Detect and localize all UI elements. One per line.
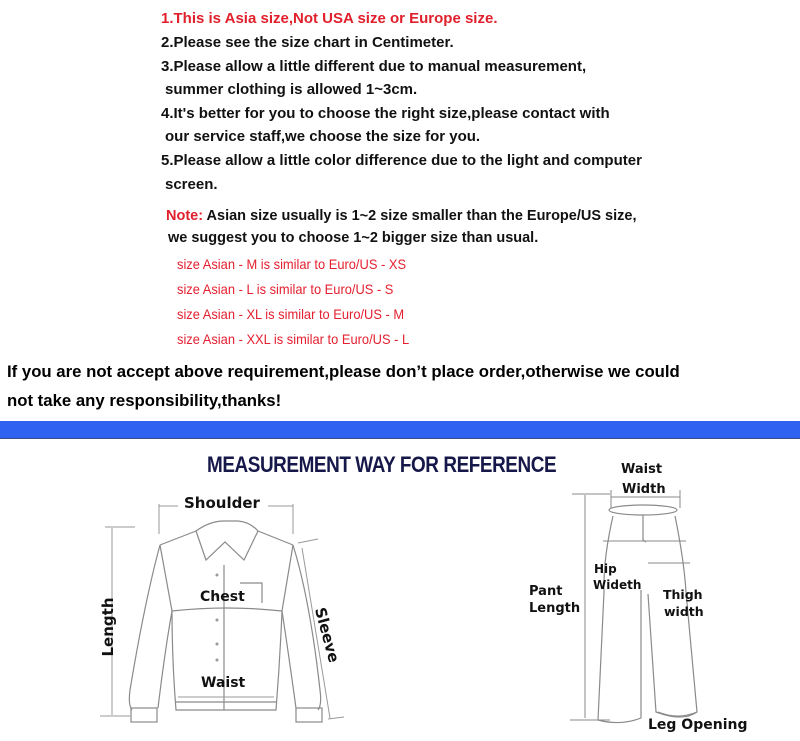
size-map-xl: size Asian - XL is similar to Euro/US - M xyxy=(177,306,405,322)
label-hip-1: Hip xyxy=(594,562,617,576)
note-line-1: 1.This is Asia size,Not USA size or Europe size. xyxy=(161,10,498,27)
shirt-right-cuff xyxy=(296,708,322,722)
label-waist-width-1: Waist xyxy=(621,462,663,477)
shirt-left-sleeve-outer xyxy=(129,545,160,710)
shirt-right-shoulder xyxy=(258,531,293,545)
pants-waistband xyxy=(609,505,677,515)
shirt-buttons xyxy=(216,574,219,662)
pants-left-leg xyxy=(598,516,641,723)
shirt-left-cuff xyxy=(131,708,157,722)
shirt-collar-back xyxy=(196,521,258,531)
size-note xyxy=(166,208,637,224)
warning-line-2: not take any responsibility,thanks! xyxy=(7,391,282,410)
label-thigh-2: width xyxy=(664,604,704,619)
shirt-left-shoulder xyxy=(160,531,196,545)
label-thigh-1: Thigh xyxy=(663,587,703,602)
note-line-5b: screen. xyxy=(165,176,218,193)
pants-fly xyxy=(643,515,646,542)
size-note-line2: we suggest you to choose 1~2 bigger size than usual. xyxy=(168,230,539,246)
divider-band xyxy=(0,421,800,439)
size-map-xxl: size Asian - XXL is similar to Euro/US - L xyxy=(177,331,410,347)
label-pant-length-2: Length xyxy=(529,601,581,616)
diagram-title: MEASUREMENT WAY FOR REFERENCE xyxy=(207,452,557,477)
label-waist: Waist xyxy=(201,675,246,691)
size-map-m: size Asian - M is similar to Euro/US - XS xyxy=(177,256,407,272)
label-waist-width-2: Width xyxy=(622,482,666,497)
label-chest: Chest xyxy=(200,589,245,605)
shirt-collar xyxy=(196,531,258,560)
note-line-4: 4.It's better for you to choose the right size,please contact with xyxy=(161,105,610,122)
label-leg-opening: Leg Opening xyxy=(648,717,748,733)
warning-line-1: If you are not accept above requirement,please don’t place order,otherwise we could xyxy=(7,362,680,381)
note-line-3b: summer clothing is allowed 1~3cm. xyxy=(165,81,418,98)
shirt-left-sleeve-inner xyxy=(158,611,172,708)
note-line-4b: our service staff,we choose the size for you. xyxy=(165,128,481,145)
note-line-2: 2.Please see the size chart in Centimeter. xyxy=(161,34,454,51)
note-label: Note: xyxy=(166,208,204,224)
label-shoulder: Shoulder xyxy=(184,494,260,512)
shirt-drawing xyxy=(129,521,322,722)
note-text: Asian size usually is 1~2 size smaller than the Europe/US size, xyxy=(203,208,637,224)
label-sleeve: Sleeve xyxy=(311,605,343,665)
note-line-3: 3.Please allow a little different due to manual measurement, xyxy=(161,58,587,75)
shirt-chest-line xyxy=(172,608,282,611)
shirt-body xyxy=(172,611,282,710)
label-length: Length xyxy=(99,597,117,657)
size-map-l: size Asian - L is similar to Euro/US - S xyxy=(177,281,394,297)
label-hip-2: Wideth xyxy=(593,578,642,592)
label-pant-length-1: Pant xyxy=(529,584,563,599)
shirt-right-sleeve-inner xyxy=(282,611,296,708)
note-line-5: 5.Please allow a little color difference due to the light and computer xyxy=(161,152,642,169)
